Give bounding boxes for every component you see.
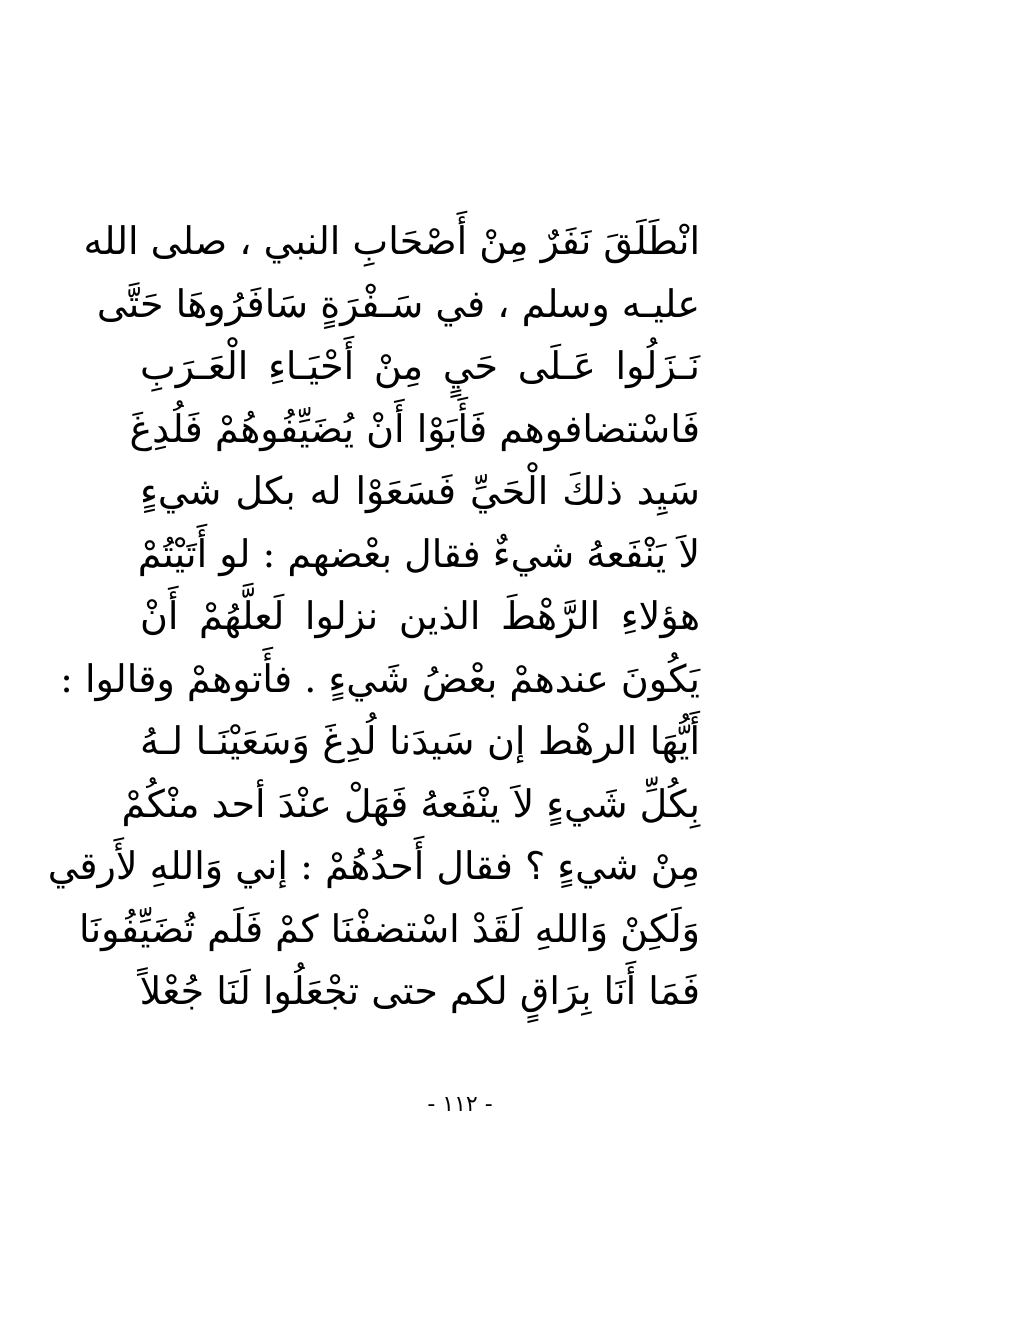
- text-line-7: هؤلاءِ الرَّهْطَ الذين نزلوا لَعلَّهُمْ أَنْ: [140, 594, 700, 638]
- text-line-3: نَـزَلُوا عَـلَى حَيٍ مِنْ أَحْيَـاءِ الْعَـرَبِ: [140, 344, 700, 388]
- text-line-13: فَمَا أَنَا بِرَاقٍ لكم حتى تجْعَلُوا لَنَا جُعْلاً: [139, 969, 700, 1013]
- text-line-8: يَكُونَ عندهمْ بعْضُ شَيءٍ . فأَتوهمْ وقالوا :: [60, 656, 700, 701]
- text-line-4: فَاسْتضافوهم فَأَبَوْا أَنْ يُضَيِّفُوهُمْ فَلُدِغَ: [129, 406, 700, 451]
- page-number: - ١١٢ -: [427, 1092, 493, 1117]
- text-line-11: مِنْ شيءٍ ؟ فقال أَحدُهُمْ : إني وَاللهِ لأَرقي: [47, 844, 700, 888]
- text-line-1: انْطَلَقَ نَفَرٌ مِنْ أَصْحَابِ النبي ، صلى الله: [83, 219, 700, 263]
- text-line-6: لاَ يَنْفَعهُ شيءٌ فقال بعْضهم : لو أَتَيْتُمْ: [137, 531, 700, 576]
- text-line-5: سَيِد ذلكَ الْحَيِّ فَسَعَوْا له بكل شيءٍ: [140, 469, 700, 513]
- text-line-9: أَيُّهَا الرهْط إن سَيدَنا لُدِغَ وَسَعَيْنَـا لـهُ: [140, 719, 700, 763]
- body-text: [47, 210, 700, 1023]
- text-line-2: عليـه وسلم ، في سَـفْرَةٍ سَافَرُوهَا حَتَّى: [96, 281, 700, 326]
- text-line-10: بِكُلِّ شَيءٍ لاَ ينْفَعهُ فَهَلْ عنْدَ أحد منْكُمْ: [121, 781, 700, 826]
- text-line-12: وَلَكِنْ وَاللهِ لَقَدْ اسْتضفْنَا كمْ فَلَم تُضَيِّفُونَا: [78, 906, 700, 951]
